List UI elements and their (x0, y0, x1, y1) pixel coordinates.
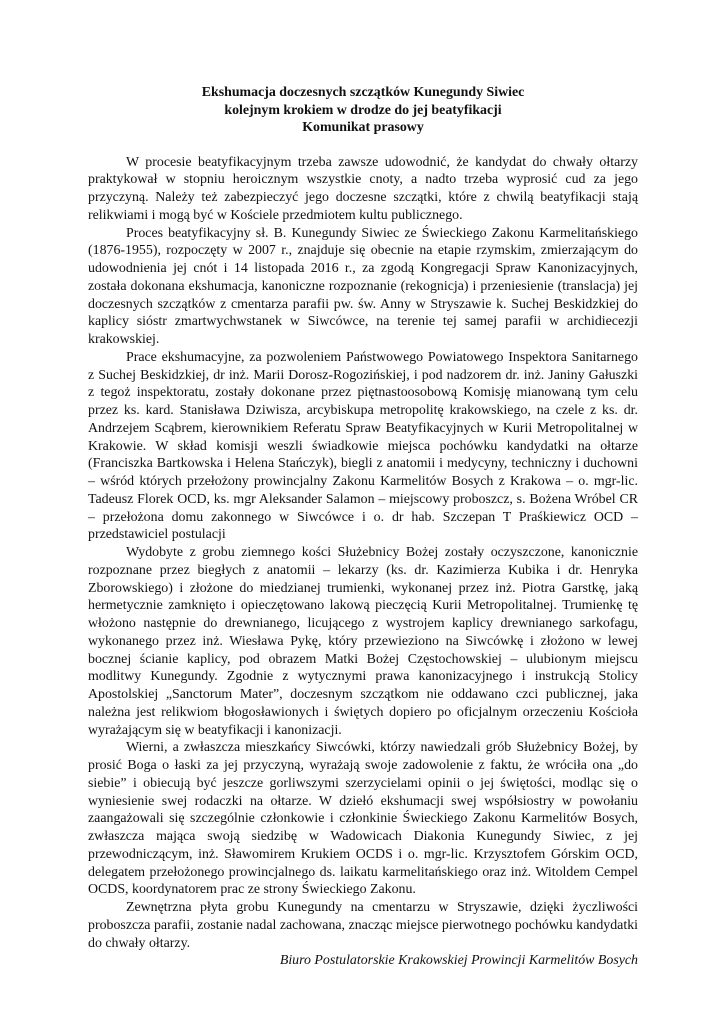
title-line-1: Ekshumacja doczesnych szczątków Kunegundy Siwiec (201, 85, 525, 100)
document-title (88, 84, 638, 137)
title-line-3: Komunikat prasowy (302, 120, 424, 135)
paragraph-5: Wierni, a zwłaszcza mieszkańcy Siwcówki, którzy nawiedzali grób Służebnicy Bożej, by prosić Boga o łaski za jej przyczyną, wyrażają swoje zadowolenie z faktu, że wróciła ona „do siebie” i obiecują być jeszcze gorliwszymi szerzycielami opinii o jej świętości, modląc się o wyniesienie swej rodaczki na ołtarze. W dziełó ekshumacji swej współsiostry w powołaniu zaangażowali się szczególnie członkowie i członkinie Świeckiego Zakonu Karmelitów Bosych, zwłaszcza mająca swoją siedzibę w Wadowicach Diakonia Kunegundy Siwiec, z jej przewodniczącym, inż. Sławomirem Krukiem OCDS i o. mgr-lic. Krzysztofem Górskim OCD, delegatem przełożonego prowincjalnego ds. laikatu karmelitańskiego oraz inż. Witoldem Cempel OCDS, koordynatorem prac ze strony Świeckiego Zakonu. (88, 740, 638, 898)
signature: Biuro Postulatorskie Krakowskiej Prowincji Karmelitów Bosych (279, 953, 638, 969)
title-line-2: kolejnym krokiem w drodze do jej beatyfikacji (224, 102, 502, 118)
paragraph-4: Wydobyte z grobu ziemnego kości Służebnicy Bożej zostały oczyszczone, kanonicznie rozpoznane przez biegłych z anatomii – lekarzy (ks. dr. Kazimierza Kubika i dr. Henryka Zborowskiego) i złożone do miedzianej trumienki, wykonanej przez inż. Piotra Garstkę, jaką hermetycznie zamknięto i opieczętowano lakową pieczęcią Kurii Metropolitalnej. Trumienkę tę włożono następnie do drewnianego, licującego z wystrojem kaplicy drewnianego sarkofagu, wykonanego przez inż. Wiesława Pykę, który przewieziono na Siwcówkę i złożono w lewej bocznej ścianie kaplicy, pod obrazem Matki Bożej Częstochowskiej – ulubionym miejscu modlitwy Kunegundy. Zgodnie z wytycznymi prawa kanonizacyjnego i instrukcją Stolicy Apostolskiej „Sanctorum Mater”, doczesnym szczątkom nie oddawano czci publicznej, jaka należna jest relikwiom błogosławionych i świętych dopiero po oficjalnym orzeczeniu Kościoła wyrażającym się w beatyfikacji i kanonizacji. (88, 545, 638, 738)
paragraph-1: W procesie beatyfikacyjnym trzeba zawsze udowodnić, że kandydat do chwały ołtarzy praktykował w stopniu heroicznym wszystkie cnoty, a nadto trzeba wyprosić cud za jego przyczyną. Należy też zabezpieczyć jego doczesne szczątki, które z chwilą beatyfikacji stają relikwiami i mogą być w Kościele przedmiotem kultu publicznego. (88, 154, 638, 223)
paragraph-2: Proces beatyfikacyjny sł. B. Kunegundy Siwiec ze Świeckiego Zakonu Karmelitańskiego (1876-1955), rozpoczęty w 2007 r., znajduje się obecnie na etapie rzymskim, zmierzającym do udowodnienia jej cnót i 14 listopada 2016 r., za zgodą Kongregacji Spraw Kanonizacyjnych, została dokonana ekshumacja, kanoniczne rozpoznanie (rekognicja) i przeniesienie (translacja) jej doczesnych szczątków z cmentarza parafii pw. św. Anny w Stryszawie k. Suchej Beskidzkiej do kaplicy sióstr zmartwychwstanek w Siwcówce, na terenie tej samej parafii w archidiecezji krakowskiej. (88, 225, 638, 347)
press-release-page (88, 84, 638, 970)
paragraph-3: Prace ekshumacyjne, za pozwoleniem Państwowego Powiatowego Inspektora Sanitarnego z Suchej Beskidzkiej, dr inż. Marii Dorosz-Rogozińskiej, i pod nadzorem dr. inż. Janiny Gałuszki z tegoż inspektoratu, zostały dokonane przez piętnastoosobową Komisję mianowaną tym celu przez ks. kard. Stanisława Dziwisza, arcybiskupa metropolitę krakowskiego, na czele z ks. dr. Andrzejem Scąbrem, kierownikiem Referatu Spraw Beatyfikacyjnych w Kurii Metropolitalnej w Krakowie. W skład komisji weszli świadkowie miejsca pochówku kandydatki na ołtarze (Franciszka Bartkowska i Helena Stańczyk), biegli z anatomii i medycyny, techniczny i duchowni – wśród których przełożony prowincjalny Zakonu Karmelitów Bosych z Krakowa – o. mgr-lic. Tadeusz Florek OCD, ks. mgr Aleksander Salamon – miejscowy proboszcz, s. Bożena Wróbel CR – przełożona domu zakonnego w Siwcówce i o. dr hab. Szczepan T Praśkiewicz OCD – przedstawiciel postulacji (88, 349, 638, 543)
paragraph-6: Zewnętrzna płyta grobu Kunegundy na cmentarzu w Stryszawie, dzięki życzliwości proboszcza parafii, zostanie nadal zachowana, znacząc miejsce pierwotnego pochówku kandydatki do chwały ołtarzy. (88, 900, 638, 951)
